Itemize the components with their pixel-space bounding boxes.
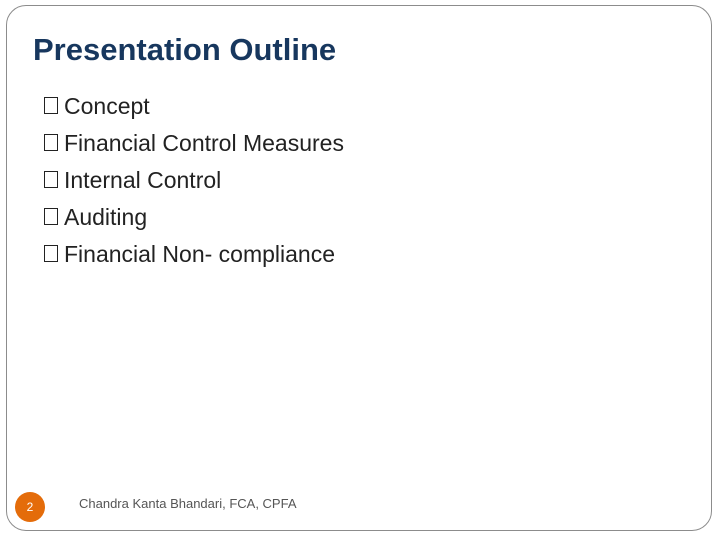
bullet-item-financial-non-compliance bbox=[44, 236, 344, 273]
slide-title: Presentation Outline bbox=[33, 32, 337, 67]
bullet-text: Internal Control bbox=[64, 167, 222, 193]
bullet-text: Concept bbox=[64, 93, 150, 119]
box-bullet-icon bbox=[44, 134, 58, 151]
bullet-item-auditing bbox=[44, 199, 344, 236]
footer-text: Chandra Kanta Bhandari, FCA, CPFA bbox=[79, 496, 297, 511]
bullet-item-financial-control-measures bbox=[44, 125, 344, 162]
bullet-item-concept bbox=[44, 88, 344, 125]
box-bullet-icon bbox=[44, 245, 58, 262]
box-bullet-icon bbox=[44, 97, 58, 114]
page-number-badge: 2 bbox=[15, 492, 45, 522]
bullet-item-internal-control bbox=[44, 162, 344, 199]
bullet-list bbox=[44, 88, 344, 273]
box-bullet-icon bbox=[44, 171, 58, 188]
box-bullet-icon bbox=[44, 208, 58, 225]
bullet-text: Auditing bbox=[64, 204, 148, 230]
bullet-text: Financial Non- compliance bbox=[64, 241, 336, 267]
bullet-text: Financial Control Measures bbox=[64, 130, 344, 156]
